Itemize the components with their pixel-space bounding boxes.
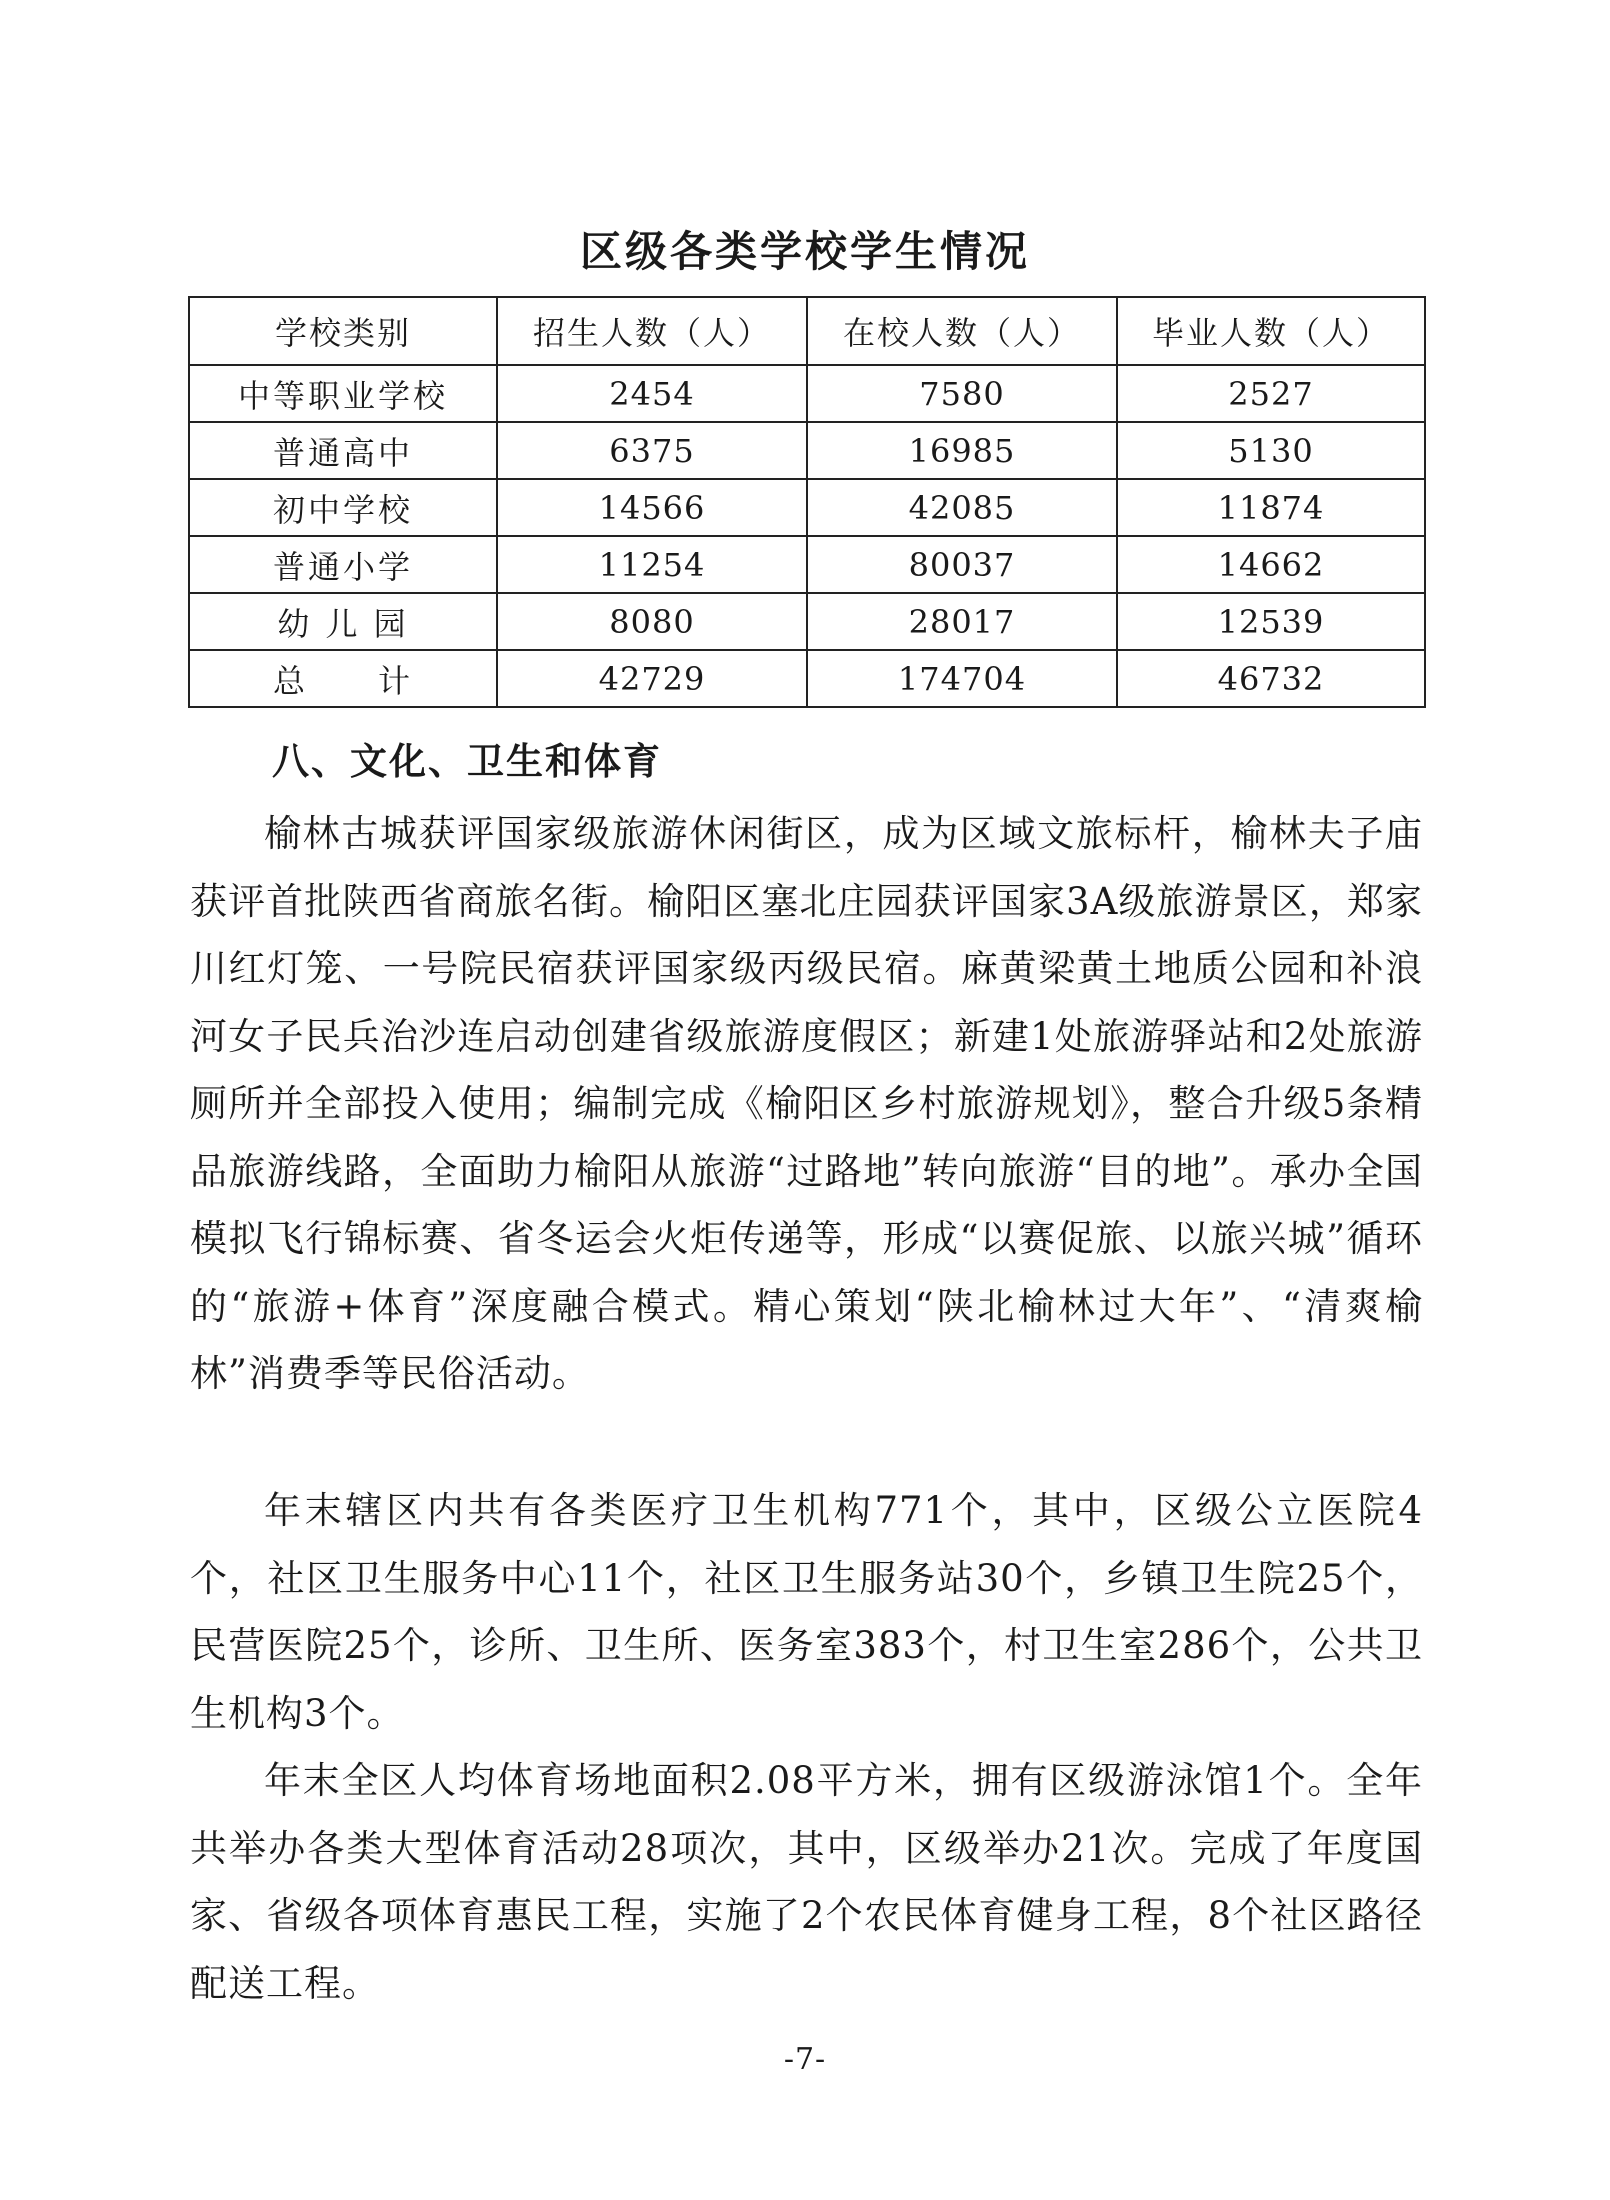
cell-enrollment: 14566 bbox=[497, 479, 807, 536]
table-row bbox=[189, 422, 1425, 479]
header-school-type: 学校类别 bbox=[189, 297, 497, 365]
cell-graduates: 5130 bbox=[1117, 422, 1425, 479]
cell-enrollment: 42729 bbox=[497, 650, 807, 707]
table-row bbox=[189, 479, 1425, 536]
page-number: -7- bbox=[783, 2042, 827, 2077]
cell-graduates: 12539 bbox=[1117, 593, 1425, 650]
cell-in-school: 7580 bbox=[807, 365, 1117, 422]
cell-school-type: 中等职业学校 bbox=[189, 365, 497, 422]
table-title: 区级各类学校学生情况 bbox=[579, 227, 1030, 276]
cell-in-school: 42085 bbox=[807, 479, 1117, 536]
header-graduates: 毕业人数（人） bbox=[1117, 297, 1425, 365]
cell-graduates: 11874 bbox=[1117, 479, 1425, 536]
table-row-total bbox=[189, 650, 1425, 707]
cell-school-type: 普通小学 bbox=[189, 536, 497, 593]
cell-in-school: 28017 bbox=[807, 593, 1117, 650]
cell-school-type: 幼 儿 园 bbox=[189, 593, 497, 650]
cell-in-school: 80037 bbox=[807, 536, 1117, 593]
cell-school-type: 总 计 bbox=[189, 650, 497, 707]
cell-enrollment: 11254 bbox=[497, 536, 807, 593]
table-header-row bbox=[189, 297, 1425, 365]
paragraph-sports: 年末全区人均体育场地面积2.08平方米，拥有区级游泳馆1个。全年共举办各类大型体育活动28项次，其中，区级举办21次。完成了年度国家、省级各项体育惠民工程，实施了2个农民体育健身工程，8个社区路径配送工程。 bbox=[190, 1759, 1423, 2005]
table-row bbox=[189, 536, 1425, 593]
cell-in-school: 16985 bbox=[807, 422, 1117, 479]
cell-school-type: 初中学校 bbox=[189, 479, 497, 536]
cell-graduates: 14662 bbox=[1117, 536, 1425, 593]
cell-graduates: 46732 bbox=[1117, 650, 1425, 707]
school-students-table bbox=[188, 296, 1426, 708]
paragraph-culture-tourism: 榆林古城获评国家级旅游休闲街区，成为区域文旅标杆，榆林夫子庙获评首批陕西省商旅名街。榆阳区塞北庄园获评国家3A级旅游景区，郑家川红灯笼、一号院民宿获评国家级丙级民宿。麻黄梁黄土地质公园和补浪河女子民兵治沙连启动创建省级旅游度假区；新建1处旅游驿站和2处旅游厕所并全部投入使用；编制完成《榆阳区乡村旅游规划》，整合升级5条精品旅游线路，全面助力榆阳从旅游“过路地”转向旅游“目的地”。承办全国模拟飞行锦标赛、省冬运会火炬传递等，形成“以赛促旅、以旅兴城”循环的“旅游+体育”深度融合模式。精心策划“陕北榆林过大年”、“清爽榆林”消费季等民俗活动。 bbox=[190, 812, 1423, 1395]
cell-enrollment: 8080 bbox=[497, 593, 807, 650]
section-heading: 八、文化、卫生和体育 bbox=[272, 740, 662, 783]
cell-graduates: 2527 bbox=[1117, 365, 1425, 422]
paragraph-health: 年末辖区内共有各类医疗卫生机构771个，其中，区级公立医院4个，社区卫生服务中心11个，社区卫生服务站30个，乡镇卫生院25个，民营医院25个，诊所、卫生所、医务室383个，村卫生室286个，公共卫生机构3个。 bbox=[190, 1489, 1423, 1735]
cell-enrollment: 6375 bbox=[497, 422, 807, 479]
table-row bbox=[189, 365, 1425, 422]
cell-school-type: 普通高中 bbox=[189, 422, 497, 479]
header-in-school: 在校人数（人） bbox=[807, 297, 1117, 365]
header-enrollment: 招生人数（人） bbox=[497, 297, 807, 365]
cell-enrollment: 2454 bbox=[497, 365, 807, 422]
cell-in-school: 174704 bbox=[807, 650, 1117, 707]
table-row bbox=[189, 593, 1425, 650]
